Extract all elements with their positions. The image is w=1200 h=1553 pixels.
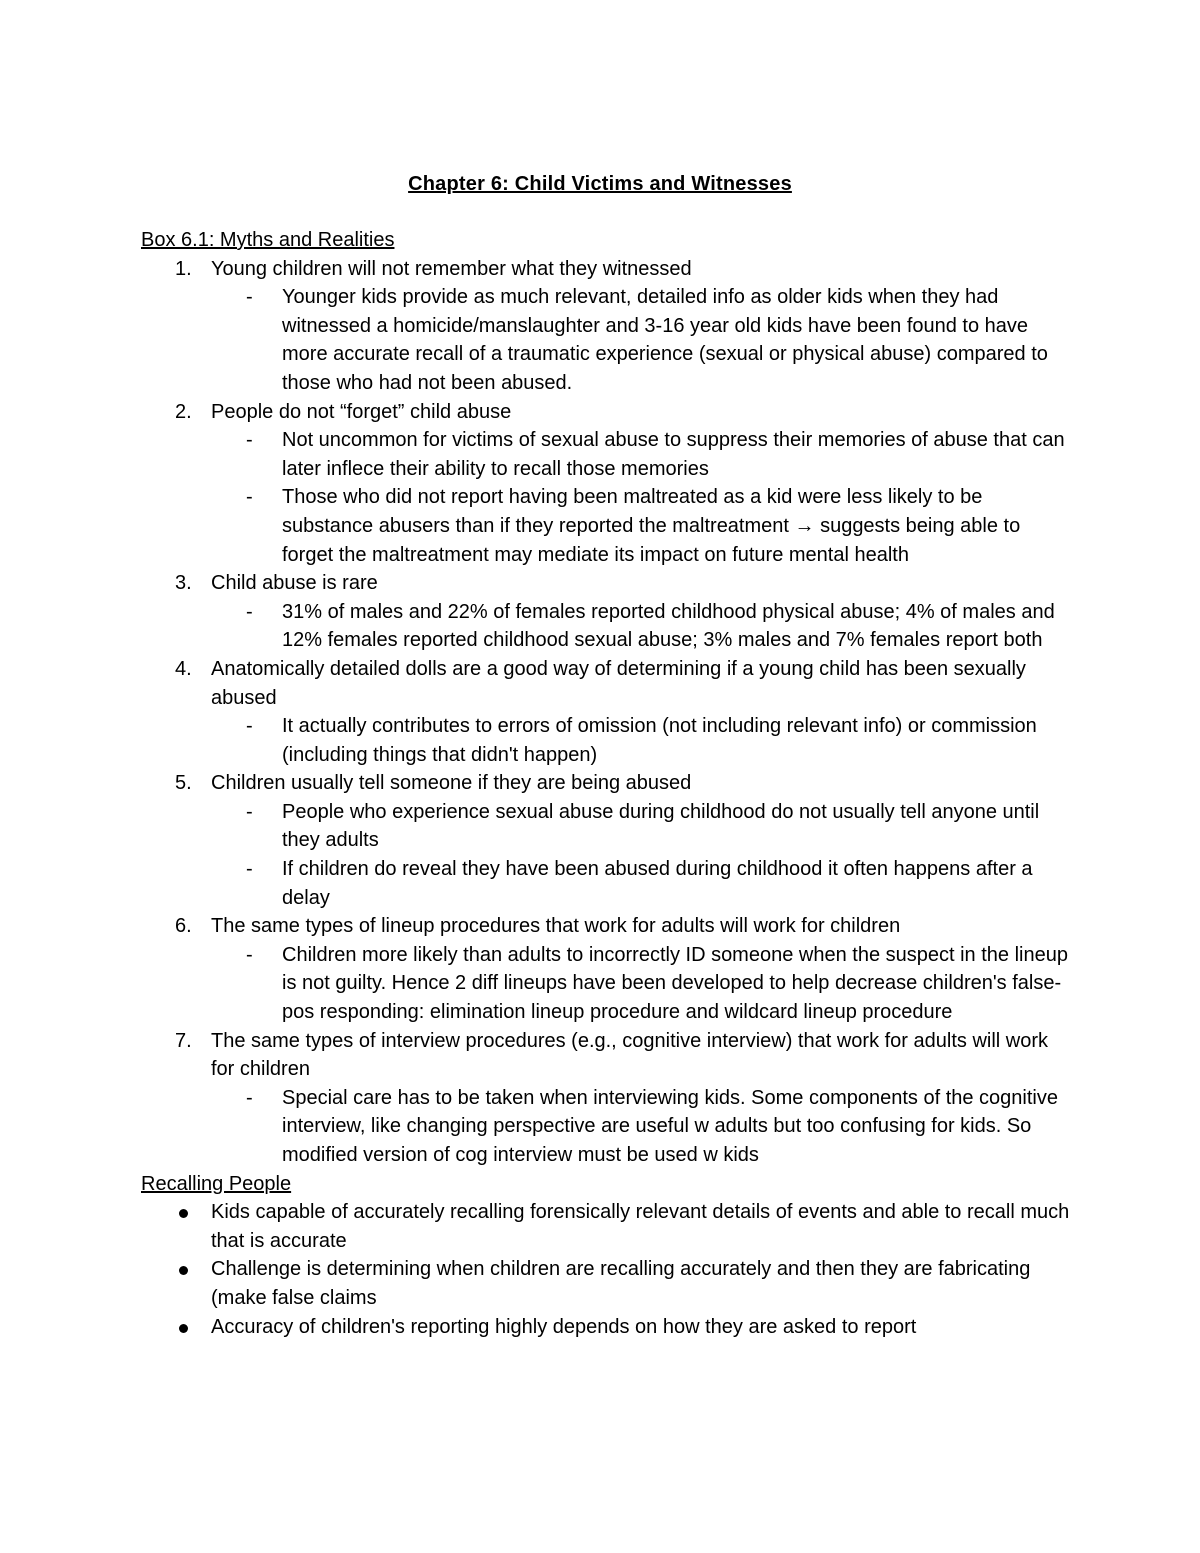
reality-item [211,798,1071,855]
myth-item [141,655,1071,769]
recalling-item [141,1313,1071,1342]
dash-marker: - [246,429,253,452]
reality-item [211,283,1071,397]
reality-text: Those who did not report having been maltreated as a kid were less likely to be substance abusers than if they reported the maltreatment → suggests being able to forget the maltreatment may mediate its impact on future mental health [282,486,1021,566]
dash-marker: - [246,943,253,966]
reality-text: Children more likely than adults to incorrectly ID someone when the suspect in the lineup is not guilty. Hence 2 diff lineups have been developed to help decrease children's false-pos responding: elimination lineup procedure and wildcard lineup procedure [282,943,1068,1024]
reality-text: 31% of males and 22% of females reported childhood physical abuse; 4% of males and 12% females reported childhood sexual abuse; 3% males and 7% females report both [282,600,1055,652]
myth-text: The same types of interview procedures (e.g., cognitive interview) that work for adults will work for children [211,1029,1049,1081]
myth-item [141,1027,1071,1170]
reality-item [211,941,1071,1027]
reality-list [211,798,1071,912]
page-title: Chapter 6: Child Victims and Witnesses [408,173,792,195]
myth-number: 6. [175,915,192,938]
reality-list [211,426,1071,569]
reality-list [211,598,1071,655]
myth-number: 1. [175,257,192,280]
reality-item [211,1084,1071,1170]
reality-list [211,941,1071,1027]
reality-text: People who experience sexual abuse during childhood do not usually tell anyone until they adults [282,800,1040,852]
reality-item [211,426,1071,483]
myth-item [141,769,1071,912]
recalling-item [141,1255,1071,1312]
dash-marker: - [246,858,253,881]
myth-text: Children usually tell someone if they are being abused [211,772,692,795]
dash-marker: - [246,486,253,509]
bullet-icon [179,1324,188,1333]
myth-text: Young children will not remember what they witnessed [211,257,692,280]
dash-marker: - [246,1086,253,1109]
bullet-icon [179,1209,188,1218]
myth-number: 4. [175,657,192,680]
myths-list [141,255,1071,1170]
document-body [141,226,1071,1341]
recalling-item [141,1198,1071,1255]
myth-number: 5. [175,772,192,795]
myth-text: People do not “forget” child abuse [211,400,512,423]
dash-marker: - [246,600,253,623]
myth-number: 7. [175,1029,192,1052]
recalling-text: Kids capable of accurately recalling forensically relevant details of events and able to recall much that is accurate [211,1201,1070,1252]
reality-text: Younger kids provide as much relevant, detailed info as older kids when they had witnessed a homicide/manslaughter and 3-16 year old kids have been found to have more accurate recall of a traumatic experience (sexual or physical abuse) compared to those who had not been abused. [282,286,1048,394]
myth-number: 3. [175,572,192,595]
reality-item [211,855,1071,912]
reality-text: Special care has to be taken when interviewing kids. Some components of the cognitive interview, like changing perspective are useful w adults but too confusing for kids. So modified version of cog interview must be used w kids [282,1086,1058,1166]
recalling-text: Accuracy of children's reporting highly depends on how they are asked to report [211,1315,917,1338]
reality-list [211,1084,1071,1170]
dash-marker: - [246,715,253,738]
dash-marker: - [246,286,253,309]
myth-item [141,255,1071,398]
recalling-heading: Recalling People [141,1172,292,1195]
reality-text: If children do reveal they have been abused during childhood it often happens after a delay [282,858,1033,909]
dash-marker: - [246,800,253,823]
bullet-icon [179,1266,188,1275]
box-heading: Box 6.1: Myths and Realities [141,229,395,251]
myth-item [141,398,1071,570]
reality-text: It actually contributes to errors of omission (not including relevant info) or commission (including things that didn't happen) [282,715,1037,766]
recalling-list [141,1198,1071,1341]
recalling-text: Challenge is determining when children are recalling accurately and then they are fabricating (make false claims [211,1258,1031,1309]
myth-number: 2. [175,400,192,423]
myth-item [141,569,1071,655]
reality-list [211,712,1071,769]
reality-item [211,598,1071,655]
myth-item [141,912,1071,1026]
reality-text: Not uncommon for victims of sexual abuse to suppress their memories of abuse that can later inflece their ability to recall those memories [282,429,1065,480]
myth-text: Child abuse is rare [211,572,378,595]
myth-text: Anatomically detailed dolls are a good way of determining if a young child has been sexually abused [211,657,1026,709]
reality-item [211,712,1071,769]
reality-list [211,283,1071,397]
reality-item [211,483,1071,569]
myth-text: The same types of lineup procedures that work for adults will work for children [211,915,901,938]
